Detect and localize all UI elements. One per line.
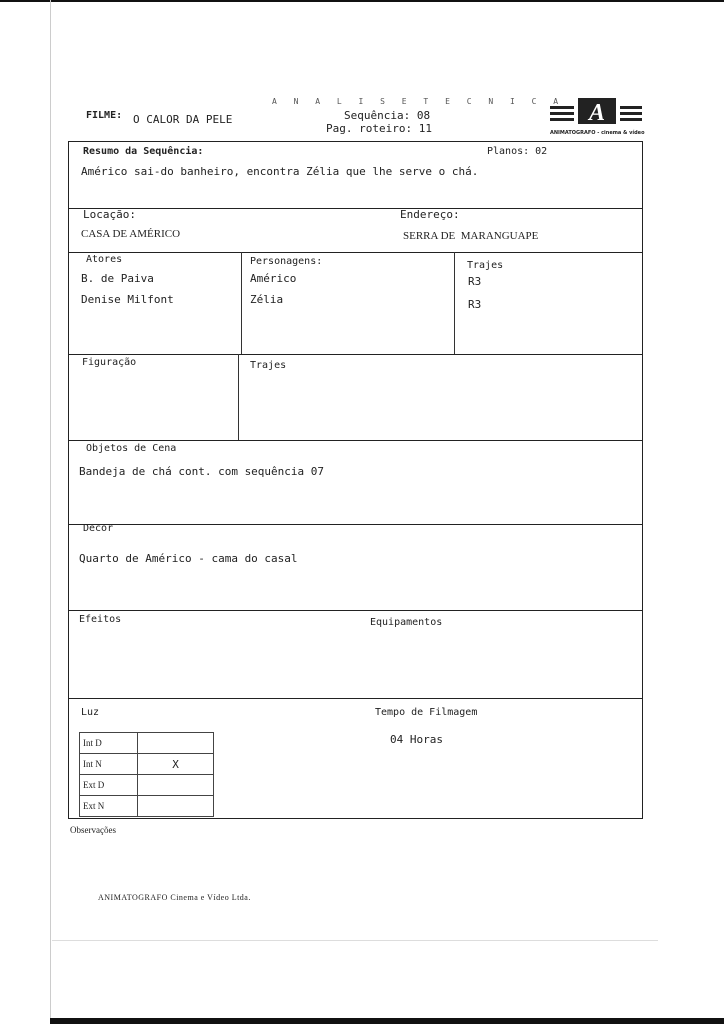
traje-1: R3 (468, 275, 482, 288)
divider-atores-personagens (241, 252, 242, 354)
efeitos-label: Efeitos (79, 614, 122, 625)
resumo-text: Américo sai-do banheiro, encontra Zélia que lhe serve o chá. (81, 165, 479, 178)
luz-row (80, 775, 214, 796)
page-bottom-rule (52, 940, 658, 941)
luz-row-mark: X (138, 754, 214, 775)
rule-after-cast (68, 354, 643, 355)
luz-row (80, 796, 214, 817)
tempo-filmagem-value: 04 Horas (390, 733, 443, 746)
company-footer: ANIMATOGRAFO Cinema e Vídeo Ltda. (98, 893, 251, 902)
ator-2: Denise Milfont (81, 293, 174, 306)
rule-after-decor (68, 610, 643, 611)
luz-table (79, 732, 214, 817)
technical-analysis-form (68, 141, 643, 819)
film-title: O CALOR DA PELE (133, 113, 233, 126)
divider-figuracao-trajes (238, 354, 239, 440)
scan-bottom-edge (50, 1018, 724, 1024)
atores-label: Atores (86, 254, 123, 265)
document-title: A N A L I S E T E C N I C A (272, 97, 565, 106)
luz-label: Luz (81, 707, 100, 718)
observacoes-label: Observações (70, 825, 116, 835)
resumo-label: Resumo da Sequência: (83, 146, 204, 157)
logo-caption: ANIMATOGRAFO - cinema & vídeo (550, 130, 645, 136)
luz-row-name: Ext N (80, 796, 138, 817)
objetos-label: Objetos de Cena (86, 443, 177, 454)
endereco-label: Endereço: (400, 208, 460, 221)
personagem-1: Américo (250, 272, 297, 285)
luz-row-name: Ext D (80, 775, 138, 796)
rule-after-resumo (68, 208, 643, 209)
decor-label: Decor (83, 523, 114, 534)
figuracao-trajes-label: Trajes (250, 360, 287, 371)
locacao-value: CASA DE AMÉRICO (81, 228, 181, 240)
figuracao-label: Figuração (82, 357, 137, 368)
divider-personagens-trajes (454, 252, 455, 354)
luz-row (80, 754, 214, 775)
rule-after-locacao (68, 252, 643, 253)
logo-letter: A (588, 100, 606, 126)
rule-after-objetos (68, 524, 643, 525)
personagens-label: Personagens: (250, 256, 323, 267)
ator-1: B. de Paiva (81, 272, 154, 285)
luz-row-mark (138, 733, 214, 754)
planos-count: Planos: 02 (487, 146, 548, 157)
luz-row (80, 733, 214, 754)
trajes-label: Trajes (467, 260, 504, 271)
luz-row-name: Int N (80, 754, 138, 775)
luz-row-name: Int D (80, 733, 138, 754)
luz-row-mark (138, 775, 214, 796)
scan-top-edge (0, 0, 724, 2)
luz-row-mark (138, 796, 214, 817)
film-label: FILME: (86, 110, 123, 121)
decor-value: Quarto de Américo - cama do casal (79, 552, 298, 565)
tempo-filmagem-label: Tempo de Filmagem (375, 707, 478, 718)
personagem-2: Zélia (250, 293, 284, 306)
script-page: Pag. roteiro: 11 (326, 122, 432, 135)
sequence-number: Sequência: 08 (344, 109, 431, 122)
traje-2: R3 (468, 298, 482, 311)
equipamentos-label: Equipamentos (370, 617, 443, 628)
locacao-label: Locação: (83, 208, 136, 221)
scan-left-edge (50, 0, 51, 1024)
objetos-value: Bandeja de chá cont. com sequência 07 (79, 465, 325, 478)
rule-after-efeitos (68, 698, 643, 699)
rule-after-figuracao (68, 440, 643, 441)
endereco-value: SERRA DE MARANGUAPE (403, 230, 539, 242)
